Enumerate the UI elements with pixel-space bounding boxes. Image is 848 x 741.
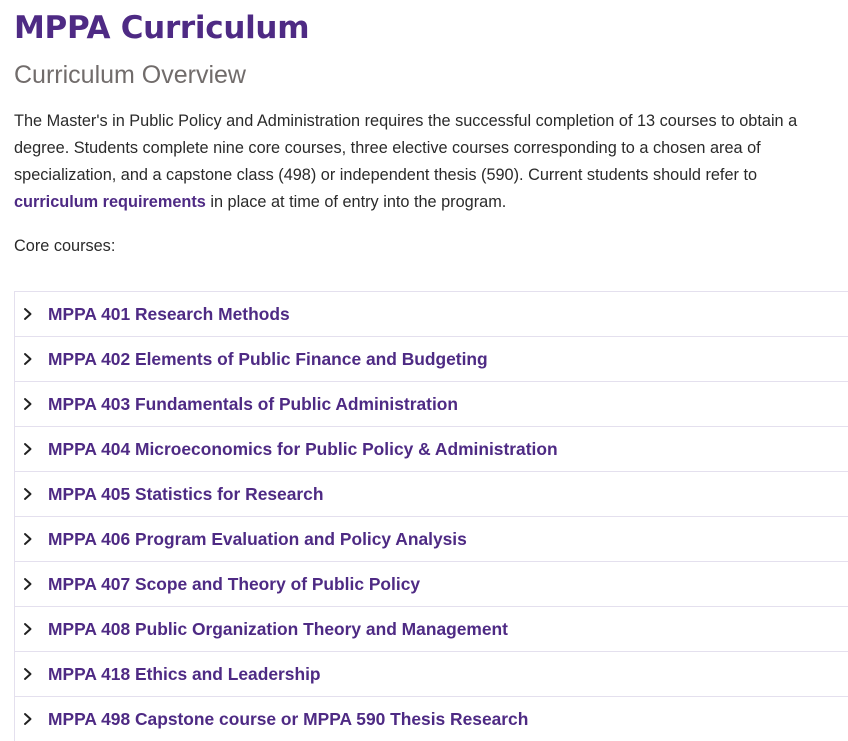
accordion-item-mppa-407[interactable] (15, 562, 848, 607)
chevron-right-icon (22, 532, 34, 546)
chevron-right-icon (22, 307, 34, 321)
page-title: MPPA Curriculum (14, 10, 310, 46)
section-title: Curriculum Overview (14, 61, 246, 89)
accordion-item-label: MPPA 408 Public Organization Theory and Management (48, 618, 508, 639)
core-courses-accordion (14, 291, 848, 741)
accordion-item-label: MPPA 418 Ethics and Leadership (48, 663, 321, 684)
accordion-item-label: MPPA 407 Scope and Theory of Public Policy (48, 573, 421, 594)
accordion-item-mppa-401[interactable] (15, 292, 848, 337)
accordion-item-mppa-403[interactable] (15, 382, 848, 427)
accordion-item-label: MPPA 402 Elements of Public Finance and Budgeting (48, 348, 488, 369)
accordion-item-mppa-408[interactable] (15, 607, 848, 652)
chevron-right-icon (22, 487, 34, 501)
chevron-right-icon (22, 397, 34, 411)
intro-text-after: in place at time of entry into the program. (205, 193, 507, 211)
accordion-item-label: MPPA 498 Capstone course or MPPA 590 Thesis Research (48, 708, 529, 729)
accordion-item-mppa-402[interactable] (15, 337, 848, 382)
core-courses-label: Core courses: (14, 237, 116, 255)
accordion-item-label: MPPA 405 Statistics for Research (48, 483, 324, 504)
accordion-item-mppa-406[interactable] (15, 517, 848, 562)
chevron-right-icon (22, 352, 34, 366)
accordion-item-label: MPPA 404 Microeconomics for Public Policy & Administration (48, 438, 558, 459)
intro-text-before: The Master's in Public Policy and Administration requires the successful completion of 13 courses to obtain a degree. Students complete nine core courses, three elective courses corresponding to a chosen area of specialization, and a capstone class (498) or independent thesis (590). Current students should refer to (14, 112, 798, 184)
chevron-right-icon (22, 667, 34, 681)
accordion-item-mppa-405[interactable] (15, 472, 848, 517)
chevron-right-icon (22, 577, 34, 591)
chevron-right-icon (22, 622, 34, 636)
chevron-right-icon (22, 442, 34, 456)
intro-paragraph (14, 108, 834, 216)
accordion-item-mppa-498[interactable] (15, 697, 848, 741)
accordion-item-label: MPPA 403 Fundamentals of Public Administration (48, 393, 459, 414)
accordion-item-label: MPPA 401 Research Methods (48, 303, 290, 324)
curriculum-requirements-link[interactable]: curriculum requirements (14, 193, 206, 211)
chevron-right-icon (22, 712, 34, 726)
accordion-item-mppa-404[interactable] (15, 427, 848, 472)
accordion-item-mppa-418[interactable] (15, 652, 848, 697)
accordion-item-label: MPPA 406 Program Evaluation and Policy Analysis (48, 528, 467, 549)
